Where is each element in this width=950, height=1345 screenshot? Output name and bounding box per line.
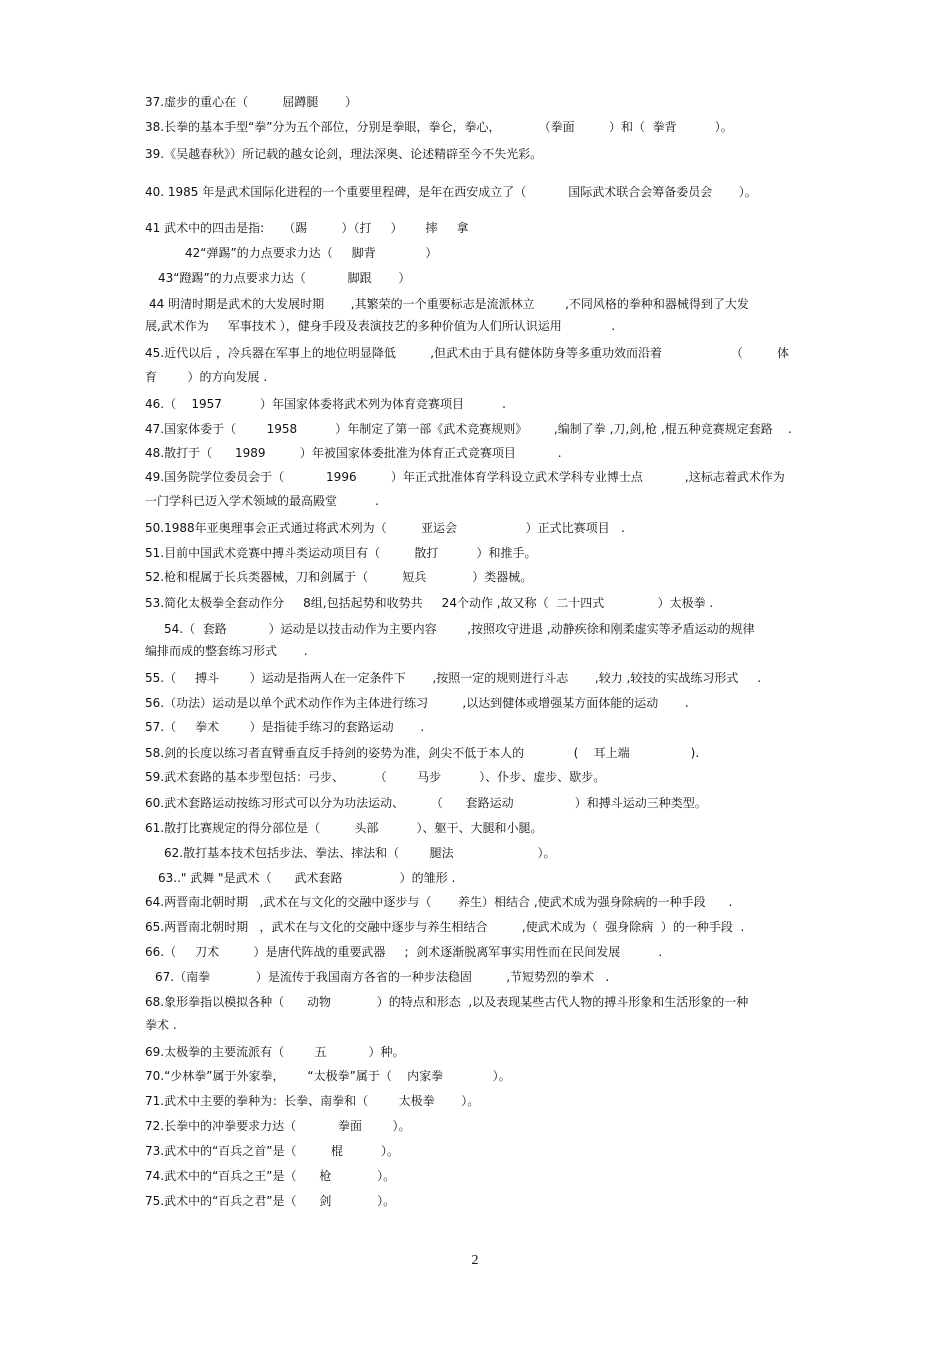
- text-line-44b: 展,武术作为 军事技术 ），健身手段及表演技艺的多种价值为人们所认识运用 .: [145, 319, 616, 333]
- text-line-42: 42“弹踢”的力点要求力达（ 脚背 ）: [185, 246, 438, 260]
- text-line-39: 39.《吴越春秋》）所记载的越女论剑，理法深奥、论述精辟至今不失光彩。: [145, 147, 543, 161]
- text-line-40: 40. 1985 年是武术国际化进程的一个重要里程碑，是年在西安成立了（ 国际武术联合会筹备委员会 ）。: [145, 185, 757, 199]
- text-line-72: 72.长拳中的冲拳要求力达（ 拳面 ）。: [145, 1119, 411, 1133]
- text-line-45a: 45.近代以后 ，冷兵器在军事上的地位明显降低 ,但武术由于具有健体防身等多重功效而沿着 （ 体: [145, 346, 790, 360]
- text-line-58: 58.剑的长度以练习者直臂垂直反手持剑的姿势为准，剑尖不低于本人的 ( 耳上端 ).: [145, 746, 700, 760]
- text-line-47: 47.国家体委于（ 1958 ）年制定了第一部《武术竞赛规则》 ,编制了拳 ,刀,剑,枪 ,棍五种竞赛规定套路 .: [145, 422, 792, 436]
- text-line-70: 70.“少林拳”属于外家拳， “太极拳”属于（ 内家拳 ）。: [145, 1069, 511, 1083]
- text-line-68a: 68.象形拳指以模拟各种（ 动物 ）的特点和形态 ,以及表现某些古代人物的搏斗形象和生活形象的一种: [145, 995, 749, 1009]
- text-line-54a: 54.（ 套路 ）运动是以技击动作为主要内容 ,按照攻守进退 ,动静疾徐和刚柔虚实等矛盾运动的规律: [164, 622, 755, 636]
- text-line-50: 50.1988年亚奥理事会正式通过将武术列为（ 亚运会 ）正式比赛项目 .: [145, 521, 625, 535]
- text-line-55: 55.（ 搏斗 ）运动是指两人在一定条件下 ,按照一定的规则进行斗志 ,较力 ,较技的实战练习形式 .: [145, 671, 762, 685]
- text-line-49b: 一门学科已迈入学术领域的最高殿堂 .: [145, 494, 379, 508]
- text-line-67: 67.（南拳 ）是流传于我国南方各省的一种步法稳固 ,节短势烈的拳术 .: [155, 970, 610, 984]
- text-line-64: 64.两晋南北朝时期 ,武术在与文化的交融中逐步与（ 养生）相结合 ,使武术成为强身除病的一种手段 .: [145, 895, 733, 909]
- text-line-44a: 44 明清时期是武术的大发展时期 ,其繁荣的一个重要标志是流派林立 ,不同风格的拳种和器械得到了大发: [149, 297, 749, 311]
- text-line-56: 56.（功法）运动是以单个武术动作作为主体进行练习 ,以达到健体或增强某方面体能的运动 .: [145, 696, 689, 710]
- text-line-73: 73.武术中的“百兵之首”是（ 棍 ）。: [145, 1144, 399, 1158]
- text-line-68b: 拳术 .: [145, 1018, 177, 1032]
- text-line-38: 38.长拳的基本手型“拳”分为五个部位，分别是拳眼，拳仑，拳心， （拳面 ）和（ 拳背 ）。: [145, 120, 733, 134]
- text-line-43: 43“蹬踢”的力点要求力达（ 脚跟 ）: [158, 271, 411, 285]
- text-line-53: 53.简化太极拳全套动作分 8组,包括起势和收势共 24个动作 ,故又称（ 二十四式 ）太极拳 .: [145, 596, 714, 610]
- page-number: 2: [471, 1253, 479, 1268]
- text-line-60: 60.武术套路运动按练习形式可以分为功法运动、 （ 套路运动 ）和搏斗运动三种类型。: [145, 796, 707, 810]
- text-line-54b: 编排而成的整套练习形式 .: [145, 644, 308, 658]
- text-line-52: 52.枪和棍属于长兵类器械，刀和剑属于（ 短兵 ）类器械。: [145, 570, 533, 584]
- text-line-74: 74.武术中的“百兵之王”是（ 枪 ）。: [145, 1169, 396, 1183]
- text-line-65: 65.两晋南北朝时期 ，武术在与文化的交融中逐步与养生相结合 ,使武术成为（ 强身除病 ）的一种手段 .: [145, 920, 745, 934]
- text-line-75: 75.武术中的“百兵之君”是（ 剑 ）。: [145, 1194, 396, 1208]
- text-line-46: 46.（ 1957 ）年国家体委将武术列为体育竞赛项目 .: [145, 397, 506, 411]
- text-line-63: 63.." 武舞 "是武术（ 武术套路 ）的雏形 .: [158, 871, 456, 885]
- text-line-57: 57.（ 拳术 ）是指徒手练习的套路运动 .: [145, 720, 425, 734]
- text-line-45b: 育 ）的方向发展 .: [145, 370, 268, 384]
- text-line-66: 66.（ 刀术 ）是唐代阵战的重要武器 ; 剑术逐渐脱离军事实用性而在民间发展 .: [145, 945, 663, 959]
- text-line-49a: 49.国务院学位委员会于（ 1996 ）年正式批准体育学科设立武术学科专业博士点 ,这标志着武术作为: [145, 470, 785, 484]
- text-line-41: 41 武术中的四击是指: （踢 ）（打 ） 摔 拿: [145, 221, 469, 235]
- text-line-59: 59.武术套路的基本步型包括：弓步、 （ 马步 ）、仆步、虚步、歇步。: [145, 770, 606, 784]
- text-line-51: 51.目前中国武术竞赛中搏斗类运动项目有（ 散打 ）和推手。: [145, 546, 537, 560]
- text-line-69: 69.太极拳的主要流派有（ 五 ）种。: [145, 1045, 405, 1059]
- text-line-62: 62.散打基本技术包括步法、拳法、摔法和（ 腿法 ）。: [164, 846, 556, 860]
- text-line-48: 48.散打于（ 1989 ）年被国家体委批准为体育正式竞赛项目 .: [145, 446, 562, 460]
- text-line-61: 61.散打比赛规定的得分部位是（ 头部 ）、躯干、大腿和小腿。: [145, 821, 543, 835]
- text-line-37: 37.虚步的重心在（ 屈蹲腿 ）: [145, 95, 358, 109]
- text-line-71: 71.武术中主要的拳种为：长拳、南拳和（ 太极拳 ）。: [145, 1094, 480, 1108]
